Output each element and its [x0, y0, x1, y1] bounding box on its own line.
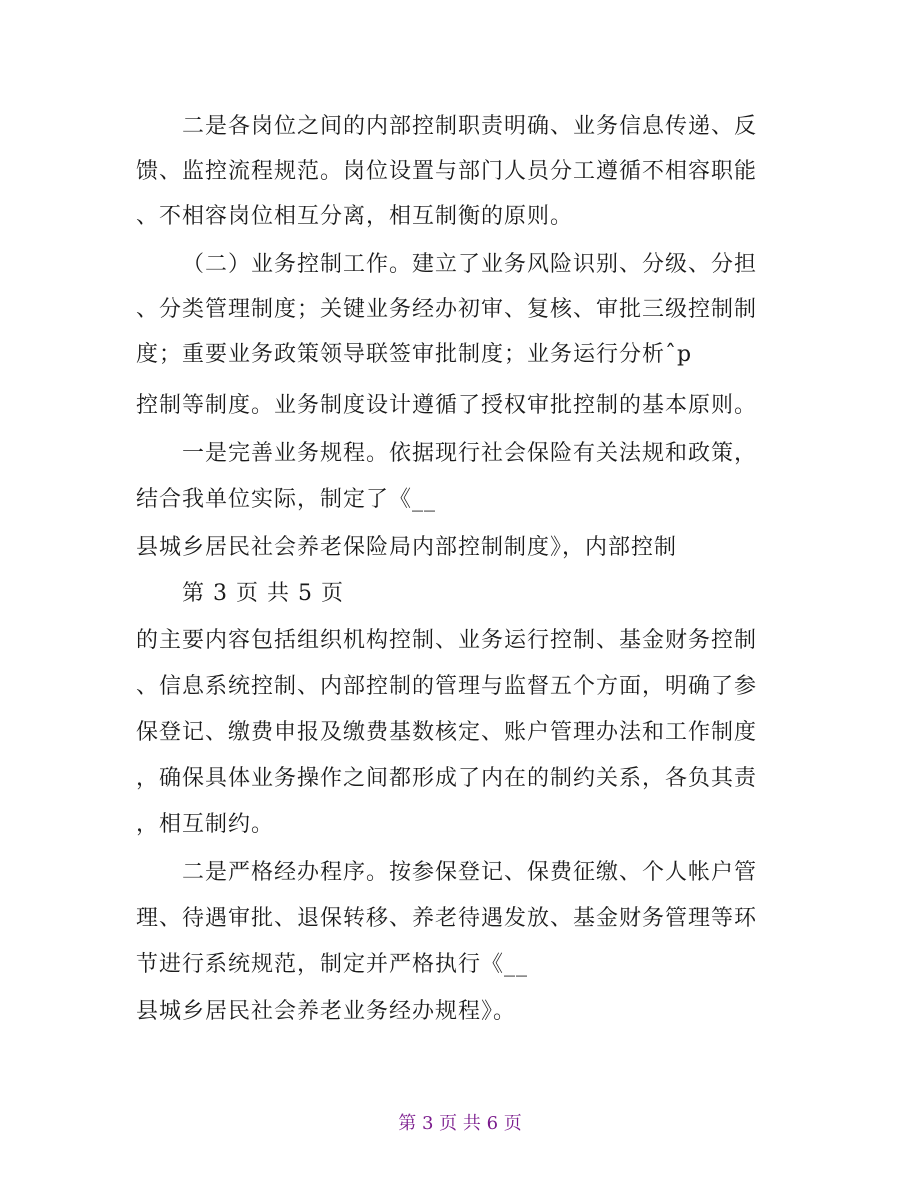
- paragraph-1-line-1: 二是各岗位之间的内部控制职责明确、业务信息传递、反: [182, 114, 758, 139]
- paragraph-5-line-4: 县城乡居民社会养老业务经办规程》。: [136, 999, 517, 1024]
- paragraph-3-line-3: 县城乡居民社会养老保险局内部控制制度》，内部控制: [136, 535, 678, 560]
- paragraph-4-line-1: 的主要内容包括组织机构控制、业务运行控制、基金财务控制: [136, 628, 758, 653]
- page-footer: 第 3 页 共 6 页: [398, 1113, 522, 1134]
- paragraph-2-line-4: 控制等制度。业务制度设计遵循了授权审批控制的基本原则。: [136, 393, 758, 418]
- paragraph-3-line-1: 一是完善业务规程。依据现行社会保险有关法规和政策，: [182, 441, 758, 466]
- paragraph-4-line-4: ，确保具体业务操作之间都形成了内在的制约关系，各负其责: [136, 766, 758, 791]
- paragraph-1-line-2: 馈、监控流程规范。岗位设置与部门人员分工遵循不相容职能: [136, 159, 758, 184]
- paragraph-2-line-3: 度；重要业务政策领导联签审批制度；业务运行分析ˆp: [136, 342, 693, 367]
- paragraph-5-line-1: 二是严格经办程序。按参保登记、保费征缴、个人帐户管: [182, 860, 758, 885]
- paragraph-2-line-1: （二）业务控制工作。建立了业务风险识别、分级、分担: [182, 252, 758, 277]
- inline-page-marker: 第 3 页 共 5 页: [182, 581, 344, 606]
- paragraph-5-line-3: 节进行系统规范，制定并严格执行《__: [136, 952, 529, 977]
- paragraph-4-line-5: ，相互制约。: [136, 812, 275, 837]
- paragraph-3-line-2: 结合我单位实际，制定了《__: [136, 487, 437, 512]
- paragraph-2-line-2: 、分类管理制度；关键业务经办初审、复核、审批三级控制制: [136, 297, 758, 322]
- paragraph-1-line-3: 、不相容岗位相互分离，相互制衡的原则。: [136, 204, 574, 229]
- paragraph-5-line-2: 理、待遇审批、退保转移、养老待遇发放、基金财务管理等环: [136, 906, 758, 931]
- paragraph-4-line-2: 、信息系统控制、内部控制的管理与监督五个方面，明确了参: [136, 674, 758, 699]
- paragraph-4-line-3: 保登记、缴费申报及缴费基数核定、账户管理办法和工作制度: [136, 720, 758, 745]
